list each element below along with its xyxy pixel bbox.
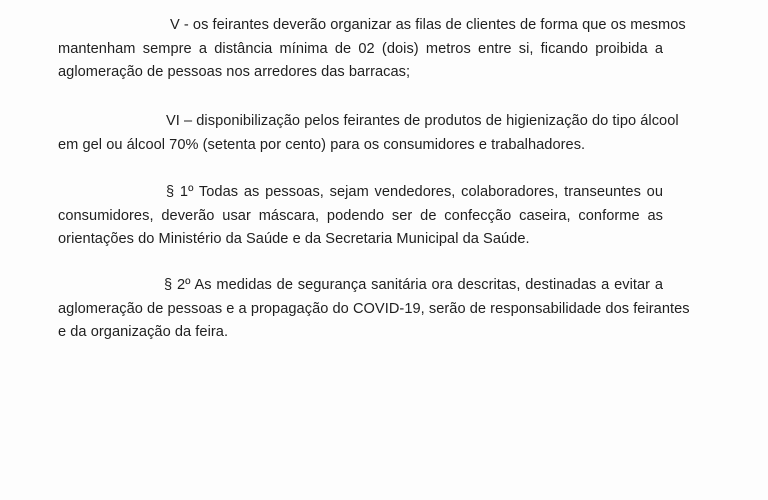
paragraph-line: aglomeração de pessoas e a propagação do COVID-19, serão de responsabilidade dos feirantes (58, 300, 690, 317)
paragraph-line: VI – disponibilização pelos feirantes de produtos de higienização do tipo álcool (166, 113, 679, 129)
paragraph-section-1 (58, 181, 663, 252)
paragraph-line: V - os feirantes deverão organizar as filas de clientes de forma que os mesmos (170, 17, 686, 33)
paragraph-line: aglomeração de pessoas nos arredores das barracas; (58, 64, 411, 80)
paragraph-line: consumidores, deverão usar máscara, podendo ser de confecção caseira, conforme as (58, 207, 663, 224)
paragraph-item-v (58, 14, 686, 85)
paragraph-section-2 (58, 274, 690, 345)
paragraph-line: em gel ou álcool 70% (setenta por cento) para os consumidores e trabalhadores. (58, 136, 586, 153)
paragraph-line: § 2º As medidas de segurança sanitária ora descritas, destinadas a evitar a (164, 277, 663, 293)
paragraph-line: e da organização da feira. (58, 324, 229, 340)
paragraph-line: mantenham sempre a distância mínima de 02 (dois) metros entre si, ficando proibida a (58, 40, 663, 57)
paragraph-line: orientações do Ministério da Saúde e da Secretaria Municipal da Saúde. (58, 231, 530, 247)
paragraph-line: § 1º Todas as pessoas, sejam vendedores, colaboradores, transeuntes ou (166, 184, 663, 200)
paragraph-item-vi (58, 110, 679, 157)
